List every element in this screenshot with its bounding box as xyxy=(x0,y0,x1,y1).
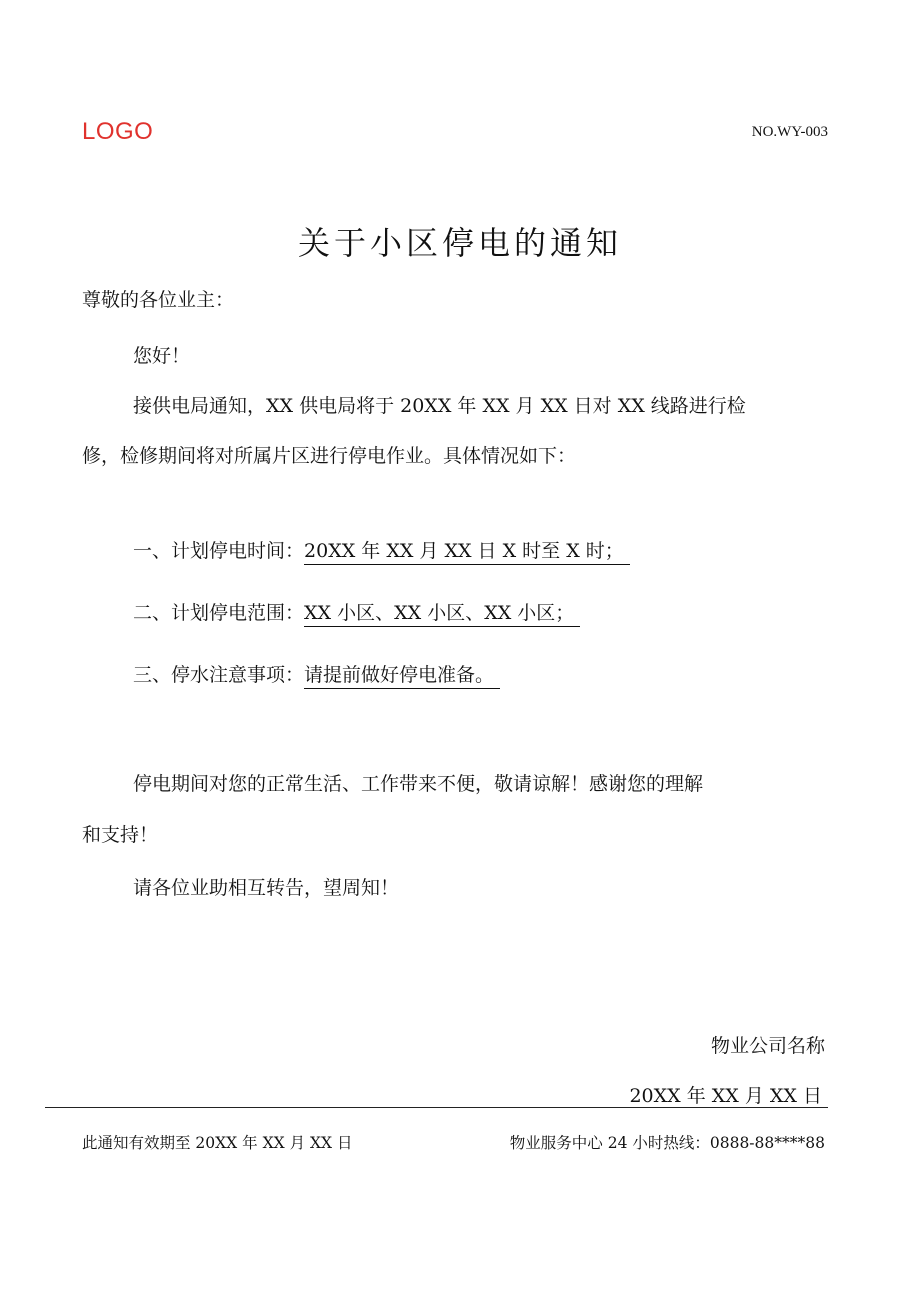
document-number: NO.WY-003 xyxy=(751,124,828,140)
item-range-label: 二、计划停电范围： xyxy=(133,602,305,624)
footer-hotline: 物业服务中心 24 小时热线：0888-88****88 xyxy=(509,1134,825,1152)
item-range xyxy=(133,598,580,625)
item-notes xyxy=(133,660,500,687)
item-notes-label: 三、停水注意事项： xyxy=(133,664,305,686)
footer-validity: 此通知有效期至 20XX 年 XX 月 XX 日 xyxy=(82,1134,353,1152)
closing-line-2: 和支持！ xyxy=(82,824,159,846)
intro-line-1: 接供电局通知，XX 供电局将于 20XX 年 XX 月 XX 日对 XX 线路进行检 xyxy=(133,395,746,417)
greeting: 您好！ xyxy=(133,345,191,367)
company-logo: LOGO xyxy=(82,118,154,145)
intro-line-2: 修，检修期间将对所属片区进行停电作业。具体情况如下： xyxy=(82,445,577,467)
signature-date: 20XX 年 XX 月 XX 日 xyxy=(629,1085,822,1107)
item-range-value: XX 小区、XX 小区、XX 小区； xyxy=(304,602,580,627)
signature-company: 物业公司名称 xyxy=(710,1035,825,1057)
closing-line-1: 停电期间对您的正常生活、工作带来不便，敬请谅解！感谢您的理解 xyxy=(133,773,704,795)
notice-title: 关于小区停电的通知 xyxy=(297,224,622,262)
closing-line-3: 请各位业助相互转告，望周知！ xyxy=(133,877,400,899)
footer-divider xyxy=(45,1107,828,1108)
salutation: 尊敬的各位业主： xyxy=(82,289,235,311)
item-time-label: 一、计划停电时间： xyxy=(133,540,305,562)
item-time-value: 20XX 年 XX 月 XX 日 X 时至 X 时； xyxy=(304,540,630,565)
item-notes-value: 请提前做好停电准备。 xyxy=(304,664,500,689)
item-time xyxy=(133,536,630,563)
